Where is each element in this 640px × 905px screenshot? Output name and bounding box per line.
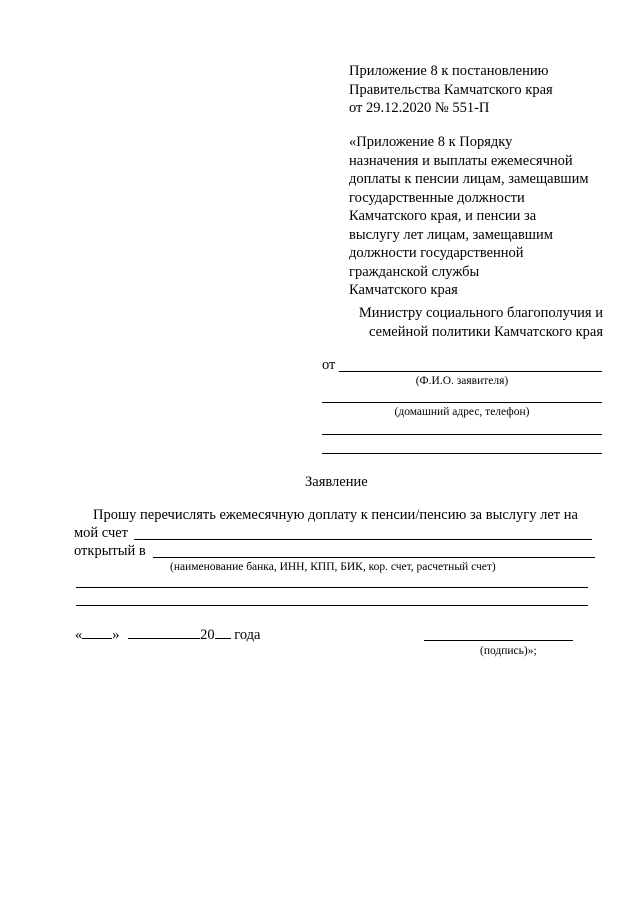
- appendix-body-line: Камчатского края, и пенсии за: [349, 208, 537, 224]
- body-line-1: Прошу перечислять ежемесячную доплату к пенсии/пенсию за выслугу лет на: [93, 507, 578, 523]
- appendix-header: [349, 62, 553, 118]
- account-label: мой счет: [74, 525, 129, 541]
- addressee: [345, 304, 603, 341]
- appendix-body-line: Камчатского края: [349, 282, 458, 298]
- year-suffix: года: [230, 627, 261, 643]
- appendix-body-line: «Приложение 8 к Порядку: [349, 134, 513, 150]
- fio-caption: (Ф.И.О. заявителя): [415, 375, 509, 387]
- bank-field[interactable]: [153, 557, 595, 558]
- bank-caption: (наименование банка, ИНН, КПП, БИК, кор. счет, расчетный счет): [170, 561, 496, 573]
- appendix-body-line: должности государственной: [349, 245, 524, 261]
- addressee-line: семейной политики Камчатского края: [369, 323, 603, 340]
- appendix-body: [349, 133, 589, 300]
- month-field[interactable]: [128, 626, 200, 639]
- appendix-header-line: Правительства Камчатского края: [349, 81, 553, 98]
- appendix-body-line: государственные должности: [349, 189, 525, 206]
- addressee-line: Министру социального благополучия и: [358, 305, 603, 321]
- account-field[interactable]: [134, 539, 592, 540]
- signature-field[interactable]: [424, 640, 573, 641]
- document-title: Заявление: [305, 474, 368, 490]
- year-prefix: 20: [200, 627, 215, 643]
- appendix-body-line: назначения и выплаты ежемесячной: [349, 152, 573, 169]
- address-caption: (домашний адрес, телефон): [394, 406, 530, 418]
- address-field-3[interactable]: [322, 453, 602, 454]
- bank-field-3[interactable]: [76, 605, 588, 606]
- address-field[interactable]: [322, 402, 602, 403]
- date-open-quote: «: [75, 627, 83, 643]
- date-close-quote: »: [112, 627, 120, 643]
- appendix-body-line: гражданской службы: [349, 263, 480, 280]
- appendix-body-line: выслугу лет лицам, замещавшим: [349, 226, 553, 243]
- date-row: [75, 626, 260, 645]
- from-label: от: [322, 357, 336, 373]
- address-field-2[interactable]: [322, 434, 602, 435]
- bank-field-2[interactable]: [76, 587, 588, 588]
- appendix-header-line: от 29.12.2020 № 551-П: [349, 100, 490, 116]
- fio-field[interactable]: [339, 371, 602, 372]
- appendix-body-line: доплаты к пенсии лицам, замещавшим: [349, 171, 589, 187]
- year-field[interactable]: [215, 626, 231, 639]
- signature-caption: (подпись)»;: [480, 645, 537, 657]
- day-field[interactable]: [82, 626, 112, 639]
- appendix-header-line: Приложение 8 к постановлению: [349, 63, 549, 79]
- bank-label: открытый в: [74, 543, 146, 559]
